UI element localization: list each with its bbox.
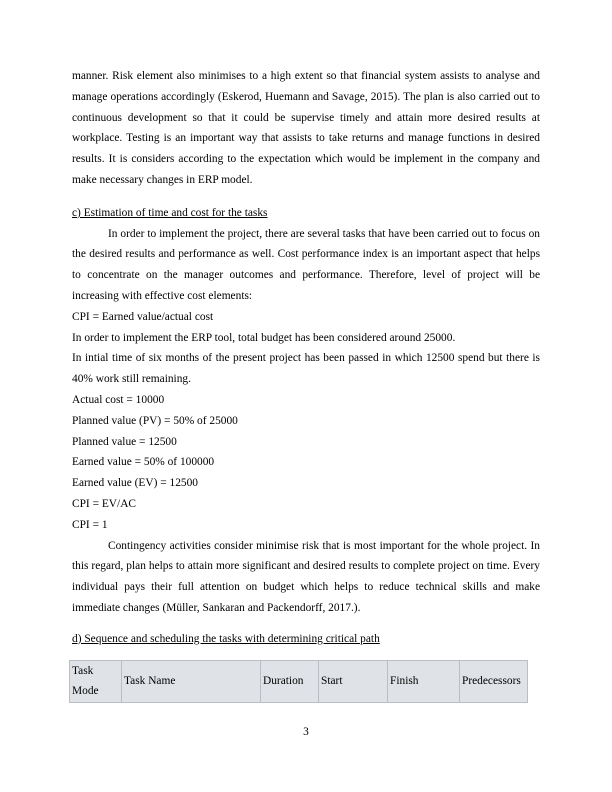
header-task-name: Task Name bbox=[122, 660, 261, 703]
table-header-row bbox=[70, 660, 528, 703]
earned-value-ev-line: Earned value (EV) = 12500 bbox=[72, 477, 198, 490]
header-predecessors: Predecessors bbox=[460, 660, 528, 703]
page-body bbox=[72, 66, 540, 703]
planned-value-pv-line: Planned value (PV) = 50% of 25000 bbox=[72, 414, 238, 427]
cpi-result-line: CPI = 1 bbox=[72, 518, 108, 531]
heading-sequence-scheduling: d) Sequence and scheduling the tasks with determining critical path bbox=[72, 632, 380, 645]
planned-value-line: Planned value = 12500 bbox=[72, 435, 177, 448]
heading-estimation-time-cost: c) Estimation of time and cost for the tasks bbox=[72, 206, 268, 219]
cpi-formula: CPI = Earned value/actual cost bbox=[72, 310, 214, 323]
header-start: Start bbox=[319, 660, 388, 703]
spacer bbox=[72, 191, 540, 203]
cpi-ev-ac-line: CPI = EV/AC bbox=[72, 497, 137, 510]
schedule-table bbox=[69, 660, 528, 704]
header-task-mode-line1: Task bbox=[72, 664, 94, 677]
intial-time-line: In intial time of six months of the present project has been passed in which 12500 spend but there is 40% work still remaining. bbox=[72, 352, 540, 386]
paragraph-contingency: Contingency activities consider minimise risk that is most important for the whole project. In this regard, plan helps to attain more significant and desired results to complete project on time. Every individual pays their full attention on budget which helps to reduce technical skills and make immediate changes (Müller, Sankaran and Packendorff, 2017.). bbox=[72, 539, 540, 614]
budget-line: In order to implement the ERP tool, total budget has been considered around 25000. bbox=[72, 331, 456, 344]
page-number: 3 bbox=[303, 726, 309, 738]
header-duration: Duration bbox=[261, 660, 319, 703]
actual-cost-line: Actual cost = 10000 bbox=[72, 393, 165, 406]
paragraph-implement-project: In order to implement the project, there are several tasks that have been carried out to focus on the desired results and performance as well. Cost performance index is an important aspect that helps to concentrate on the manager outcomes and performance. Therefore, level of project will be increasing with effective cost elements: bbox=[72, 227, 540, 302]
paragraph-risk-element: manner. Risk element also minimises to a high extent so that financial system assists to analyse and manage operations accordingly (Eskerod, Huemann and Savage, 2015). The plan is also carried out to continuous development so that it could be supervise timely and attain more desired results at workplace. Testing is an important way that assists to take returns and manage functions in desired results. It is considers according to the expectation which would be implement in the company and make necessary changes in ERP model. bbox=[72, 70, 540, 186]
earned-value-line: Earned value = 50% of 100000 bbox=[72, 456, 215, 469]
spacer bbox=[72, 619, 540, 629]
header-task-mode-line2: Mode bbox=[72, 685, 99, 698]
header-task-mode bbox=[70, 660, 122, 703]
header-finish: Finish bbox=[388, 660, 460, 703]
